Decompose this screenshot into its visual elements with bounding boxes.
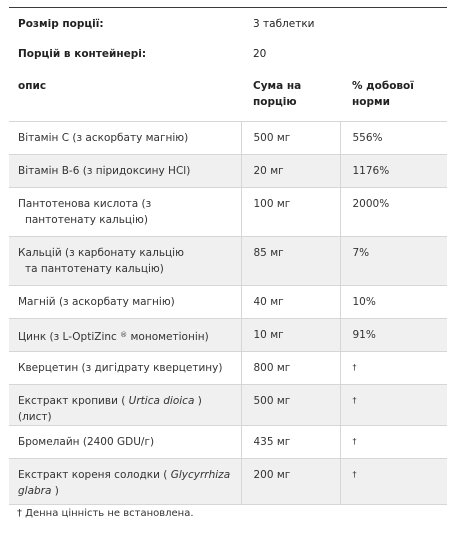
serving-size-label: Розмір порції: bbox=[9, 8, 241, 40]
nutrient-dv: † bbox=[340, 459, 447, 505]
nutrient-amount: 100 мг bbox=[241, 188, 340, 237]
nutrient-amount: 200 мг bbox=[241, 459, 340, 505]
column-header-dv: % добової норми bbox=[352, 79, 414, 108]
nutrient-dv: † bbox=[340, 426, 447, 459]
nutrient-dv: 556% bbox=[340, 122, 447, 155]
servings-label: Порцій в контейнері: bbox=[18, 47, 147, 60]
nutrient-name: Екстракт кропиви ( Urtica dioica ) (лист) bbox=[9, 385, 241, 426]
table-row bbox=[9, 426, 447, 459]
column-header-amount: Сума на порцію bbox=[253, 79, 302, 108]
nutrient-dv: 91% bbox=[340, 319, 447, 352]
table-row bbox=[9, 188, 447, 237]
nutrient-name: Бромелайн (2400 GDU/г) bbox=[9, 426, 241, 459]
servings-value: 20 bbox=[253, 47, 267, 60]
nutrient-dv: † bbox=[340, 352, 447, 385]
nutrient-name: Магній (з аскорбату магнію) bbox=[9, 286, 241, 319]
nutrient-name: Вітамін В-6 (з піридоксину HCl) bbox=[9, 155, 241, 188]
column-header-name: опис bbox=[18, 79, 47, 92]
table-row bbox=[9, 122, 447, 155]
table-row bbox=[9, 459, 447, 505]
serving-size-value: 3 таблетки bbox=[241, 8, 340, 40]
table-row bbox=[9, 385, 447, 426]
nutrient-amount: 800 мг bbox=[241, 352, 340, 385]
servings-row bbox=[9, 40, 447, 72]
table-row bbox=[9, 352, 447, 385]
nutrient-amount: 435 мг bbox=[241, 426, 340, 459]
nutrient-amount: 10 мг bbox=[241, 319, 340, 352]
nutrient-amount: 20 мг bbox=[241, 155, 340, 188]
table-row bbox=[9, 286, 447, 319]
footnote: † Денна цінність не встановлена. bbox=[17, 508, 194, 519]
nutrient-dv: † bbox=[340, 385, 447, 426]
nutrient-amount: 85 мг bbox=[241, 237, 340, 286]
nutrient-name: Вітамін С (з аскорбату магнію) bbox=[9, 122, 241, 155]
nutrient-name: Екстракт кореня солодки ( Glycyrrhiza glabra ) bbox=[9, 459, 241, 505]
nutrient-name: Кверцетин (з дигідрату кверцетину) bbox=[9, 352, 241, 385]
nutrient-amount: 40 мг bbox=[241, 286, 340, 319]
nutrient-name: Цинк (з L-OptiZinc ® монометіонін) bbox=[9, 319, 241, 352]
nutrient-dv: 2000% bbox=[340, 188, 447, 237]
serving-size-row bbox=[9, 8, 447, 40]
nutrient-amount: 500 мг bbox=[241, 385, 340, 426]
table-row bbox=[9, 319, 447, 352]
nutrient-dv: 1176% bbox=[340, 155, 447, 188]
nutrient-name: Кальцій (з карбонату кальцію та пантотенату кальцію) bbox=[9, 237, 241, 286]
nutrient-dv: 7% bbox=[340, 237, 447, 286]
table-row bbox=[9, 237, 447, 286]
table-row bbox=[9, 155, 447, 188]
nutrient-amount: 500 мг bbox=[241, 122, 340, 155]
column-header-row bbox=[9, 72, 447, 122]
nutrient-dv: 10% bbox=[340, 286, 447, 319]
supplement-facts-table bbox=[9, 7, 447, 505]
nutrient-name: Пантотенова кислота (з пантотенату кальцію) bbox=[9, 188, 241, 237]
